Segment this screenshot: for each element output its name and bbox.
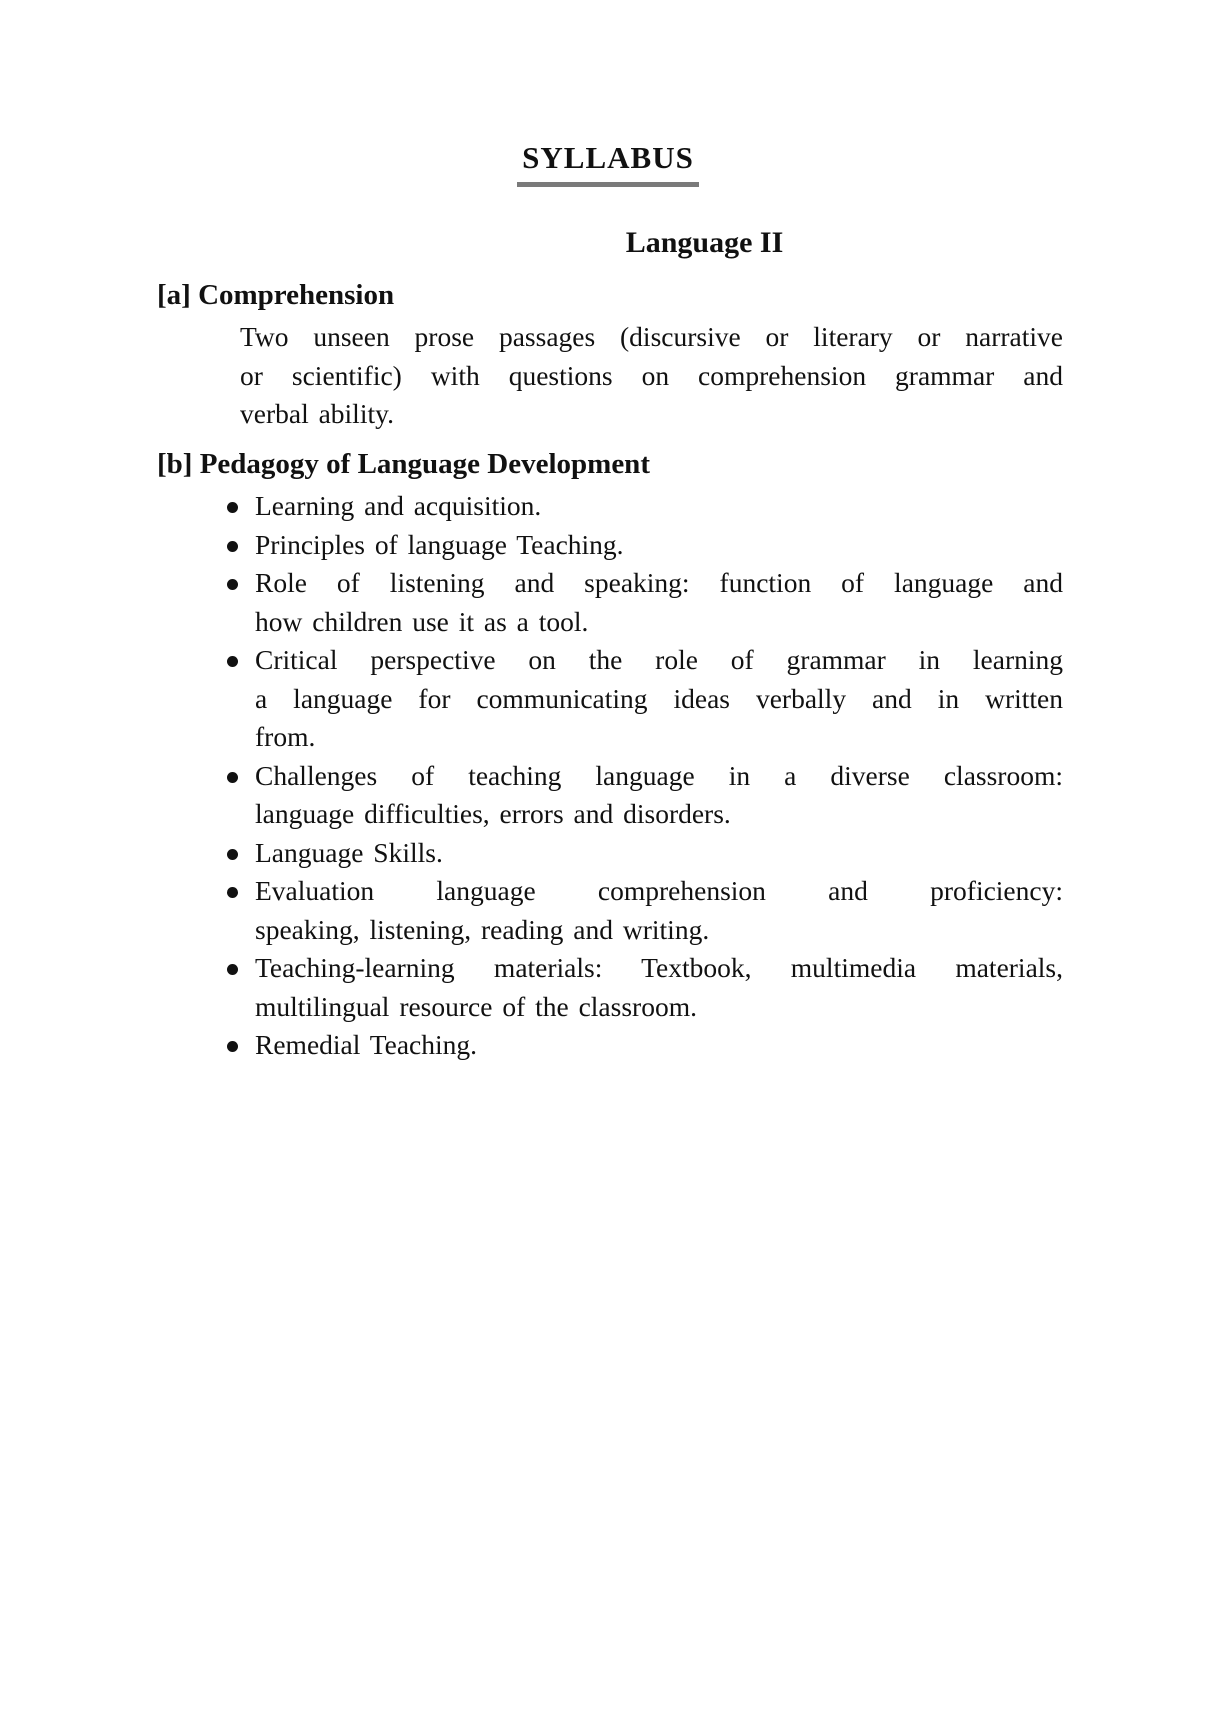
text-line: multilingual resource of the classroom.: [255, 990, 697, 1022]
text-line: Language Skills.: [255, 836, 443, 868]
text-line: Evaluation language comprehension and proficiency:: [255, 875, 1063, 906]
bullet-icon: [227, 887, 238, 898]
section-b-heading: [b] Pedagogy of Language Development: [157, 448, 650, 480]
title-underline: [517, 182, 699, 187]
text-line: Teaching-learning materials: Textbook, multimedia materials,: [255, 952, 1063, 983]
subtitle: [400, 226, 816, 260]
text-line: Role of listening and speaking: function of language and: [255, 567, 1063, 598]
bullet-icon: [227, 579, 238, 590]
text-line: a language for communicating ideas verbally and in written: [255, 682, 1063, 714]
text-line: how children use it as a tool.: [255, 605, 589, 637]
section-a-heading: [a] Comprehension: [157, 279, 395, 311]
text-line: verbal ability.: [240, 398, 394, 429]
list-item: [255, 834, 1063, 873]
list-item: [255, 564, 1063, 641]
text-line: language difficulties, errors and disorders.: [255, 798, 731, 829]
list-item: [255, 1026, 1063, 1065]
text-line: from.: [255, 721, 316, 752]
section-a-body: [240, 318, 1063, 434]
bullet-icon: [227, 772, 238, 783]
bullet-icon: [227, 964, 238, 975]
list-item: [255, 757, 1063, 834]
text-line: Learning and acquisition.: [255, 490, 542, 521]
text-line: Principles of language Teaching.: [255, 528, 624, 560]
subtitle-text: Language II: [625, 226, 784, 259]
text-line: speaking, listening, reading and writing.: [255, 913, 710, 945]
list-item: [255, 526, 1063, 565]
text-line: Challenges of teaching language in a diverse classroom:: [255, 759, 1063, 791]
list-item: [255, 949, 1063, 1026]
page-title: SYLLABUS: [522, 140, 694, 175]
text-line: or scientific) with questions on comprehension grammar and: [240, 359, 1063, 391]
text-line: Critical perspective on the role of grammar in learning: [255, 644, 1063, 675]
text-line: Two unseen prose passages (discursive or literary or narrative: [240, 321, 1063, 352]
list-item: [255, 872, 1063, 949]
list-item: [255, 641, 1063, 757]
section-b-list: [255, 487, 1063, 1065]
bullet-icon: [227, 541, 238, 552]
bullet-icon: [227, 849, 238, 860]
bullet-icon: [227, 656, 238, 667]
text-line: Remedial Teaching.: [255, 1029, 478, 1060]
bullet-icon: [227, 502, 238, 513]
list-item: [255, 487, 1063, 526]
bullet-icon: [227, 1041, 238, 1052]
